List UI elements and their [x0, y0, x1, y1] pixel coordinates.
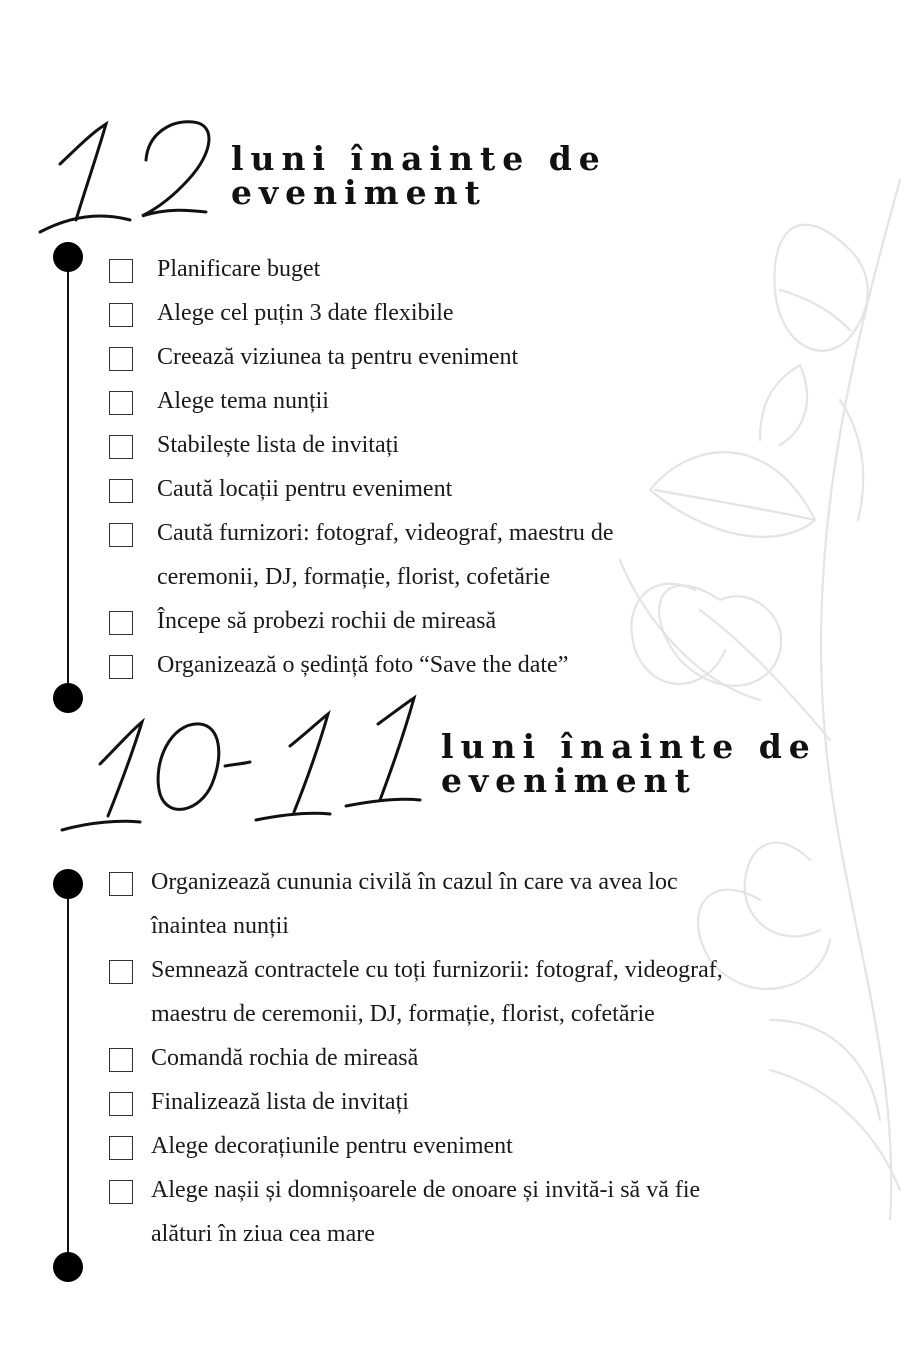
- checkbox[interactable]: [109, 611, 133, 635]
- checklist-item: [109, 1080, 759, 1124]
- checklist-item-label: Semnează contractele cu toți furnizorii: fotograf, videograf, maestru de ceremonii, DJ, formație, florist, cofetărie: [151, 957, 723, 1027]
- checklist-item-label: Finalizează lista de invitați: [151, 1089, 409, 1115]
- timeline-line-1: [67, 257, 69, 697]
- checkbox[interactable]: [109, 655, 133, 679]
- checklist-item-label: Creează viziunea ta pentru eveniment: [157, 344, 519, 370]
- section-number-text: [60, 694, 63, 695]
- checklist-item-label: Organizează o ședință foto “Save the date”: [157, 652, 569, 678]
- checkbox[interactable]: [109, 1136, 133, 1160]
- checklist-item-label: Caută locații pentru eveniment: [157, 476, 453, 502]
- heading-line-1: luni înainte de: [231, 139, 607, 178]
- checklist-item-label: Începe să probezi rochii de mireasă: [157, 608, 497, 634]
- checkbox[interactable]: [109, 303, 133, 327]
- timeline-dot-start: [53, 869, 83, 899]
- checklist-item-label: Alege decorațiunile pentru eveniment: [151, 1133, 513, 1159]
- checklist-10-11-months: [109, 860, 759, 1256]
- checkbox[interactable]: [109, 1092, 133, 1116]
- checklist-item: [109, 511, 709, 599]
- checklist-item-label: Comandă rochia de mireasă: [151, 1045, 419, 1071]
- checklist-item-label: Alege cel puțin 3 date flexibile: [157, 300, 454, 326]
- checklist-item: [109, 335, 709, 379]
- checklist-item: [109, 379, 709, 423]
- checklist-item: [109, 247, 709, 291]
- section-number-text: [38, 112, 39, 113]
- checkbox[interactable]: [109, 1048, 133, 1072]
- section-number-12: [38, 112, 228, 237]
- checklist-item-label: Alege nașii și domnișoarele de onoare și invită-i să vă fie alături în ziua cea mare: [151, 1177, 701, 1247]
- checklist-item: [109, 1124, 759, 1168]
- checklist-item: [109, 643, 709, 687]
- checklist-item-label: Organizează cununia civilă în cazul în care va avea loc înaintea nunții: [151, 869, 678, 939]
- checkbox[interactable]: [109, 479, 133, 503]
- checklist-item: [109, 599, 709, 643]
- checklist-12-months: [109, 247, 709, 687]
- checkbox[interactable]: [109, 523, 133, 547]
- checklist-item-label: Planificare buget: [157, 256, 321, 282]
- checkbox[interactable]: [109, 347, 133, 371]
- checklist-item: [109, 291, 709, 335]
- checklist-item-label: Alege tema nunții: [157, 388, 329, 414]
- checklist-item-label: Caută furnizori: fotograf, videograf, maestru de ceremonii, DJ, formație, florist, cofetărie: [157, 520, 614, 590]
- checkbox[interactable]: [109, 391, 133, 415]
- checkbox[interactable]: [109, 259, 133, 283]
- checkbox[interactable]: [109, 1180, 133, 1204]
- section-heading: [231, 139, 607, 212]
- checklist-item: [109, 1036, 759, 1080]
- checklist-item: [109, 1168, 759, 1256]
- heading-line-2: eveniment: [441, 761, 697, 800]
- timeline-dot-end: [53, 1252, 83, 1282]
- checkbox[interactable]: [109, 435, 133, 459]
- checklist-item: [109, 860, 759, 948]
- heading-line-1: luni înainte de: [441, 727, 817, 766]
- timeline-line-2: [67, 884, 69, 1267]
- checklist-item: [109, 948, 759, 1036]
- checklist-item: [109, 467, 709, 511]
- checklist-item: [109, 423, 709, 467]
- heading-line-2: eveniment: [231, 173, 487, 212]
- section-number-10-11: [60, 694, 430, 834]
- checkbox[interactable]: [109, 960, 133, 984]
- checklist-item-label: Stabilește lista de invitați: [157, 432, 399, 458]
- timeline-dot-start: [53, 242, 83, 272]
- section-heading: [441, 727, 817, 800]
- checkbox[interactable]: [109, 872, 133, 896]
